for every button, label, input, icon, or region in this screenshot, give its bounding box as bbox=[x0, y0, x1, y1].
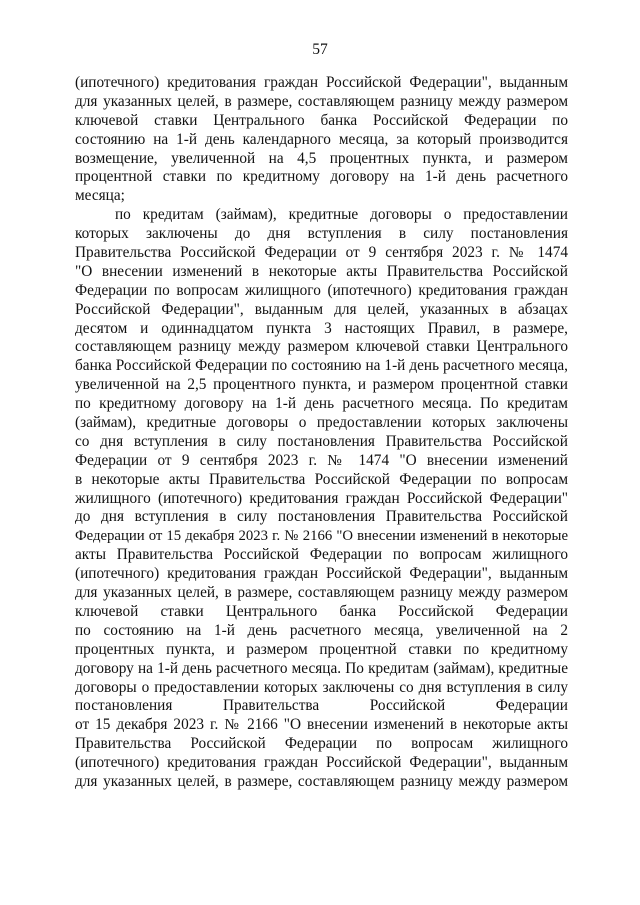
text-line: договору на 1-й день расчетного месяца. По кредитам (займам), кредитные bbox=[75, 659, 568, 677]
text-line: по кредитам (займам), кредитные договоры о предоставлении bbox=[115, 206, 568, 224]
text-line: в некоторые акты Правительства Российской Федерации по вопросам bbox=[75, 470, 568, 488]
text-line: которых заключены до дня вступления в силу постановления bbox=[75, 225, 568, 243]
text-line: (ипотечного) кредитования граждан Российской Федерации", выданным bbox=[75, 754, 568, 772]
text-line: месяца; bbox=[75, 187, 125, 205]
text-line: десятом и одиннадцатом пункта 3 настоящих Правил, в размере, bbox=[75, 319, 568, 337]
text-line: Правительства Российской Федерации от 9 сентября 2023 г. № 1474 bbox=[75, 244, 568, 262]
text-line: со дня вступления в силу постановления Правительства Российской bbox=[75, 432, 568, 450]
text-line: ключевой ставки Центрального банка Российской Федерации bbox=[75, 602, 568, 620]
text-line: банка Российской Федерации по состоянию на 1-й день расчетного месяца, bbox=[75, 357, 568, 375]
text-line: для указанных целей, в размере, составляющем разницу между размером bbox=[75, 772, 568, 790]
text-line: по кредитному договору на 1-й день расчетного месяца. По кредитам bbox=[75, 395, 568, 413]
text-line: ключевой ставки Центрального банка Российской Федерации по bbox=[75, 111, 568, 129]
text-line: Российской Федерации", выданным для целей, указанных в абзацах bbox=[75, 300, 568, 318]
text-line: (ипотечного) кредитования граждан Российской Федерации", выданным bbox=[75, 565, 568, 583]
text-line: (займам), кредитные договоры о предоставлении которых заключены bbox=[75, 414, 568, 432]
text-line: возмещение, увеличенной на 4,5 процентных пункта, и размером bbox=[75, 149, 568, 167]
text-line: для указанных целей, в размере, составляющем разницу между размером bbox=[75, 584, 568, 602]
text-line: процентной ставки по кредитному договору на 1-й день расчетного bbox=[75, 168, 568, 186]
text-line: (ипотечного) кредитования граждан Российской Федерации", выданным bbox=[75, 74, 568, 91]
document-body bbox=[75, 74, 568, 792]
text-line: по состоянию на 1-й день расчетного месяца, увеличенной на 2 bbox=[75, 621, 568, 639]
text-line: Федерации по вопросам жилищного (ипотечного) кредитования граждан bbox=[75, 281, 568, 299]
text-line: увеличенной на 2,5 процентного пункта, и размером процентной ставки bbox=[75, 376, 568, 394]
text-line: Федерации от 9 сентября 2023 г. № 1474 "О внесении изменений bbox=[75, 451, 568, 469]
text-line: постановления Правительства Российской Федерации bbox=[75, 697, 568, 715]
text-line: Федерации от 15 декабря 2023 г. № 2166 "О внесении изменений в некоторые bbox=[75, 528, 568, 545]
text-line: составляющем разницу между размером ключевой ставки Центрального bbox=[75, 338, 568, 356]
text-line: до дня вступления в силу постановления Правительства Российской bbox=[75, 508, 568, 526]
text-line: договоры о предоставлении которых заключены со дня вступления в силу bbox=[75, 678, 568, 696]
text-line: состоянию на 1-й день календарного месяца, за который производится bbox=[75, 130, 568, 148]
text-line: для указанных целей, в размере, составляющем разницу между размером bbox=[75, 92, 568, 110]
text-line: акты Правительства Российской Федерации по вопросам жилищного bbox=[75, 546, 568, 564]
page-number: 57 bbox=[312, 41, 328, 58]
text-line: жилищного (ипотечного) кредитования граждан Российской Федерации" bbox=[75, 489, 568, 507]
text-line: от 15 декабря 2023 г. № 2166 "О внесении изменений в некоторые акты bbox=[75, 716, 568, 734]
text-line: процентных пункта, и размером процентной ставки по кредитному bbox=[75, 640, 568, 658]
text-line: Правительства Российской Федерации по вопросам жилищного bbox=[75, 735, 568, 753]
text-line: "О внесении изменений в некоторые акты Правительства Российской bbox=[75, 262, 568, 280]
